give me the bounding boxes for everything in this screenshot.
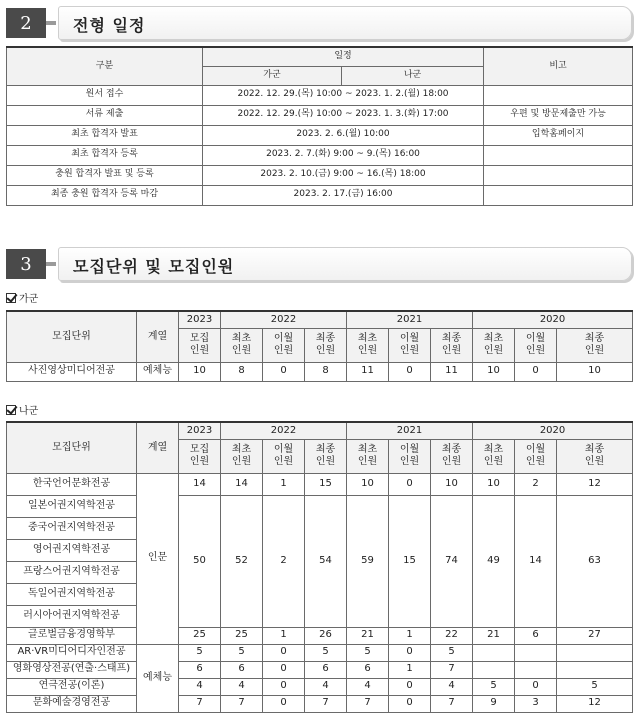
section-number: 2 [6, 8, 46, 38]
header-carry: 이월 인원 [263, 439, 305, 473]
row-note [484, 85, 633, 105]
value-cell: 10 [473, 362, 515, 381]
value-cell: 8 [305, 362, 347, 381]
table-row [7, 145, 633, 165]
unit-name: 러시아어권지역학전공 [7, 605, 137, 627]
value-cell: 4 [347, 678, 389, 695]
checkbox-checked-icon [6, 405, 16, 415]
row-note: 우편 및 방문제출만 가능 [484, 105, 633, 125]
header-carry: 이월 인원 [389, 439, 431, 473]
value-cell: 5 [431, 644, 473, 661]
value-cell: 5 [473, 678, 515, 695]
ga-label-text: 가군 [19, 294, 39, 305]
table-row [7, 165, 633, 185]
value-cell: 25 [179, 627, 221, 644]
value-cell: 7 [179, 695, 221, 712]
header-year-2021: 2021 [347, 311, 473, 328]
value-cell: 0 [263, 362, 305, 381]
ga-group-label [6, 290, 38, 305]
value-cell: 5 [347, 644, 389, 661]
value-cell: 1 [263, 627, 305, 644]
value-cell: 0 [389, 362, 431, 381]
value-cell: 0 [515, 362, 557, 381]
value-cell: 50 [179, 495, 221, 627]
table-row [7, 85, 633, 105]
header-carry: 이월 인원 [515, 439, 557, 473]
value-cell [473, 661, 515, 678]
value-cell: 27 [557, 627, 633, 644]
value-cell: 10 [473, 473, 515, 495]
value-cell: 8 [221, 362, 263, 381]
unit-name: 연극전공(이론) [7, 678, 137, 695]
value-cell [557, 661, 633, 678]
section-title-bar [58, 247, 632, 281]
header-recruit: 모집 인원 [179, 439, 221, 473]
section-number: 3 [6, 249, 46, 279]
value-cell: 6 [221, 661, 263, 678]
value-cell: 4 [179, 678, 221, 695]
row-date: 2023. 2. 17.(금) 16:00 [203, 185, 484, 205]
value-cell: 0 [389, 678, 431, 695]
value-cell [473, 644, 515, 661]
header-first: 최초 인원 [347, 328, 389, 362]
row-label: 최초 합격자 등록 [7, 145, 203, 165]
table-row [7, 185, 633, 205]
table-row [7, 661, 633, 678]
value-cell: 6 [347, 661, 389, 678]
value-cell: 49 [473, 495, 515, 627]
table-row [7, 125, 633, 145]
value-cell: 1 [263, 473, 305, 495]
header-final: 최종 인원 [557, 328, 633, 362]
value-cell: 9 [473, 695, 515, 712]
value-cell: 0 [263, 678, 305, 695]
header-note: 비고 [484, 47, 633, 85]
section-title-bar [58, 6, 632, 40]
row-note [484, 165, 633, 185]
header-year-2023: 2023 [179, 422, 221, 439]
value-cell: 15 [389, 495, 431, 627]
value-cell: 7 [431, 695, 473, 712]
header-recruit: 모집 인원 [179, 328, 221, 362]
value-cell: 0 [263, 661, 305, 678]
header-track: 계열 [137, 311, 179, 362]
value-cell: 59 [347, 495, 389, 627]
value-cell: 11 [431, 362, 473, 381]
value-cell: 14 [221, 473, 263, 495]
value-cell: 7 [221, 695, 263, 712]
value-cell: 2 [515, 473, 557, 495]
value-cell: 63 [557, 495, 633, 627]
value-cell: 15 [305, 473, 347, 495]
value-cell [515, 644, 557, 661]
value-cell: 0 [389, 695, 431, 712]
row-label: 원서 접수 [7, 85, 203, 105]
value-cell: 11 [347, 362, 389, 381]
value-cell: 5 [179, 644, 221, 661]
header-final: 최종 인원 [431, 439, 473, 473]
value-cell: 4 [305, 678, 347, 695]
value-cell: 0 [389, 473, 431, 495]
unit-name: 독일어권지역학전공 [7, 583, 137, 605]
table-row [7, 627, 633, 644]
row-date: 2023. 2. 7.(화) 9:00 ~ 9.(목) 16:00 [203, 145, 484, 165]
header-carry: 이월 인원 [389, 328, 431, 362]
value-cell: 6 [515, 627, 557, 644]
value-cell: 10 [179, 362, 221, 381]
row-date: 2022. 12. 29.(목) 10:00 ~ 2023. 1. 3.(화) 17:00 [203, 105, 484, 125]
table-row [7, 362, 633, 381]
row-label: 충원 합격자 발표 및 등록 [7, 165, 203, 185]
value-cell: 10 [431, 473, 473, 495]
table-row [7, 473, 633, 495]
header-final: 최종 인원 [431, 328, 473, 362]
unit-name: 글로벌금융경영학부 [7, 627, 137, 644]
unit-name: 한국언어문화전공 [7, 473, 137, 495]
section-title: 모집단위 및 모집인원 [73, 257, 235, 276]
header-final: 최종 인원 [305, 328, 347, 362]
header-year-2020: 2020 [473, 311, 633, 328]
header-year-2023: 2023 [179, 311, 221, 328]
value-cell: 1 [389, 627, 431, 644]
row-label: 서류 제출 [7, 105, 203, 125]
table-row [7, 678, 633, 695]
value-cell: 0 [389, 644, 431, 661]
value-cell: 12 [557, 695, 633, 712]
header-first: 최초 인원 [221, 439, 263, 473]
value-cell: 14 [179, 473, 221, 495]
table-row [7, 495, 633, 517]
value-cell: 12 [557, 473, 633, 495]
value-cell: 14 [515, 495, 557, 627]
track-cell: 예체능 [137, 362, 179, 381]
unit-name: 문화예술경영전공 [7, 695, 137, 712]
value-cell: 10 [347, 473, 389, 495]
value-cell: 4 [431, 678, 473, 695]
value-cell [515, 661, 557, 678]
value-cell: 21 [347, 627, 389, 644]
row-note [484, 185, 633, 205]
value-cell: 1 [389, 661, 431, 678]
unit-name: 프랑스어권지역학전공 [7, 561, 137, 583]
value-cell: 22 [431, 627, 473, 644]
header-first: 최초 인원 [473, 439, 515, 473]
value-cell: 54 [305, 495, 347, 627]
unit-name: 사진영상미디어전공 [7, 362, 137, 381]
value-cell: 25 [221, 627, 263, 644]
table-row [7, 695, 633, 712]
header-category: 구분 [7, 47, 203, 85]
value-cell: 3 [515, 695, 557, 712]
value-cell: 10 [557, 362, 633, 381]
row-note [484, 145, 633, 165]
na-label-text: 나군 [19, 406, 39, 417]
value-cell: 7 [305, 695, 347, 712]
na-group-label [6, 402, 38, 417]
value-cell: 52 [221, 495, 263, 627]
unit-name: 중국어권지역학전공 [7, 517, 137, 539]
section-2-header [6, 6, 632, 40]
header-year-2021: 2021 [347, 422, 473, 439]
unit-name: 일본어권지역학전공 [7, 495, 137, 517]
header-unit: 모집단위 [7, 422, 137, 473]
table-row [7, 644, 633, 661]
row-date: 2023. 2. 6.(월) 10:00 [203, 125, 484, 145]
section-title: 전형 일정 [73, 16, 146, 35]
row-date: 2023. 2. 10.(금) 9:00 ~ 16.(목) 18:00 [203, 165, 484, 185]
header-first: 최초 인원 [221, 328, 263, 362]
value-cell: 2 [263, 495, 305, 627]
value-cell: 5 [221, 644, 263, 661]
section-3-header [6, 247, 632, 281]
header-na: 나군 [342, 66, 484, 85]
unit-name: 영화영상전공(연출·스태프) [7, 661, 137, 678]
row-note: 입학홈페이지 [484, 125, 633, 145]
value-cell: 6 [305, 661, 347, 678]
checkbox-checked-icon [6, 293, 16, 303]
na-recruit-table [6, 421, 633, 713]
header-year-2022: 2022 [221, 311, 347, 328]
value-cell: 5 [557, 678, 633, 695]
header-schedule: 일정 [203, 47, 484, 66]
value-cell: 0 [263, 644, 305, 661]
row-label: 최초 합격자 발표 [7, 125, 203, 145]
header-final: 최종 인원 [557, 439, 633, 473]
section-tick [46, 21, 56, 25]
unit-name: 영어권지역학전공 [7, 539, 137, 561]
value-cell: 21 [473, 627, 515, 644]
value-cell: 7 [347, 695, 389, 712]
value-cell: 0 [515, 678, 557, 695]
value-cell: 4 [221, 678, 263, 695]
value-cell: 6 [179, 661, 221, 678]
section-tick [46, 262, 56, 266]
track-cell-humanities: 인문 [137, 473, 179, 644]
header-carry: 이월 인원 [263, 328, 305, 362]
header-first: 최초 인원 [473, 328, 515, 362]
header-carry: 이월 인원 [515, 328, 557, 362]
header-final: 최종 인원 [305, 439, 347, 473]
value-cell: 74 [431, 495, 473, 627]
row-label: 최종 충원 합격자 등록 마감 [7, 185, 203, 205]
header-ga: 가군 [203, 66, 342, 85]
header-track: 계열 [137, 422, 179, 473]
value-cell: 5 [305, 644, 347, 661]
header-year-2020: 2020 [473, 422, 633, 439]
header-unit: 모집단위 [7, 311, 137, 362]
track-cell-arts: 예체능 [137, 644, 179, 712]
value-cell: 26 [305, 627, 347, 644]
value-cell: 0 [263, 695, 305, 712]
ga-recruit-table [6, 310, 633, 382]
value-cell: 7 [431, 661, 473, 678]
header-first: 최초 인원 [347, 439, 389, 473]
table-row [7, 105, 633, 125]
unit-name: AR·VR미디어디자인전공 [7, 644, 137, 661]
row-date: 2022. 12. 29.(목) 10:00 ~ 2023. 1. 2.(월) 18:00 [203, 85, 484, 105]
schedule-table [6, 46, 633, 206]
value-cell [557, 644, 633, 661]
header-year-2022: 2022 [221, 422, 347, 439]
